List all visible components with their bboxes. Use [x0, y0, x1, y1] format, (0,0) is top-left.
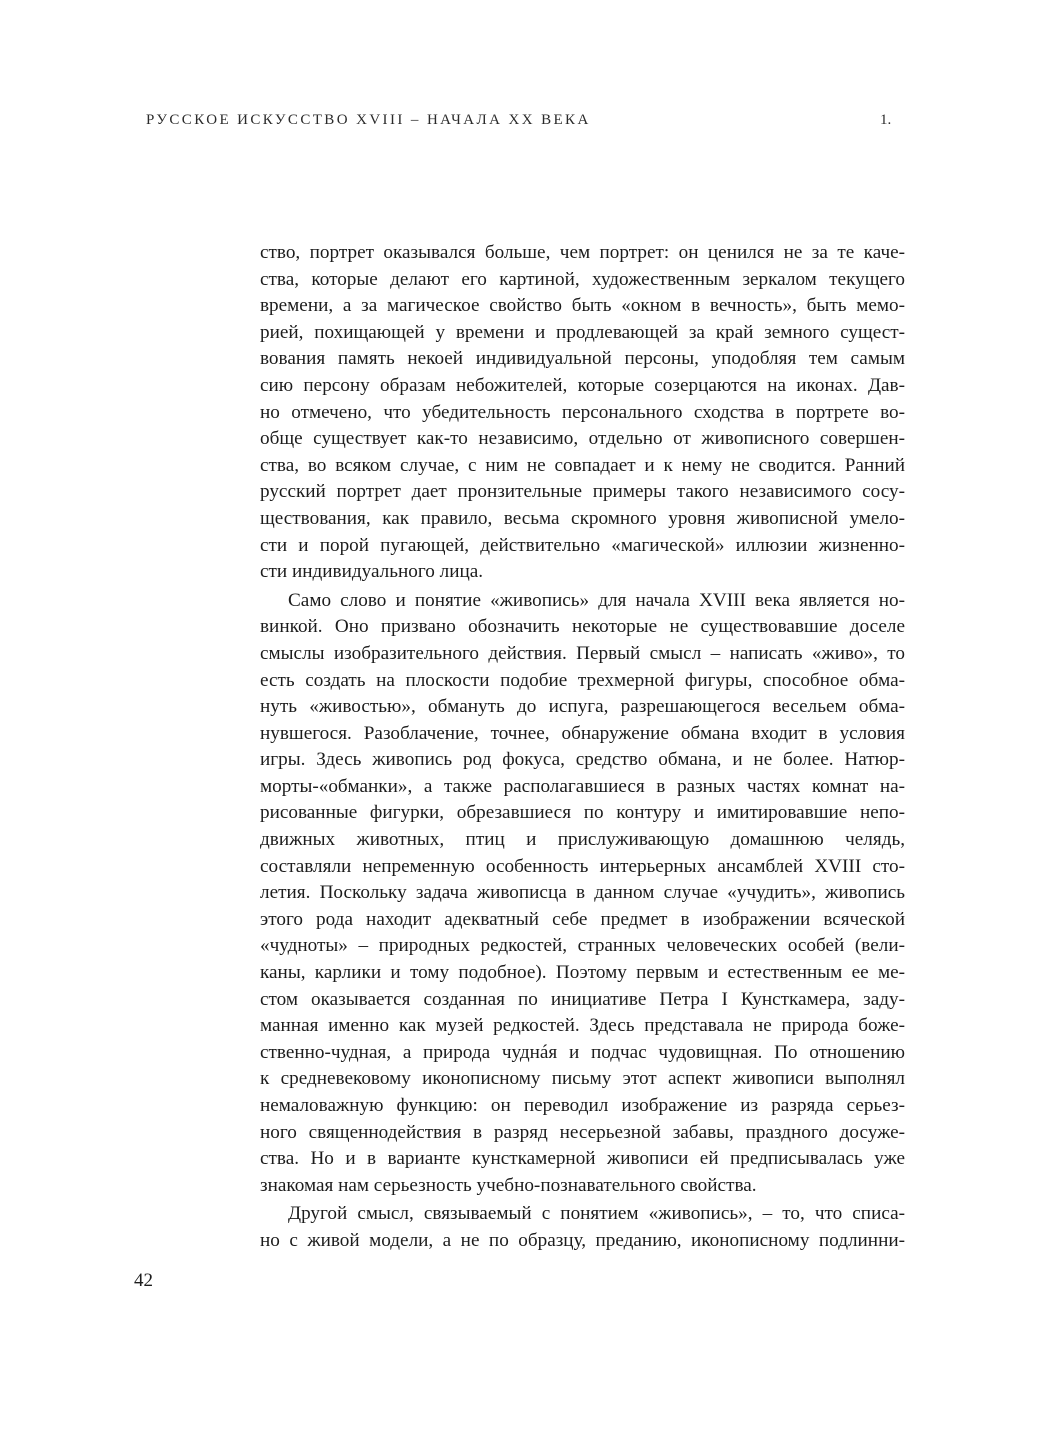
text-line: Само слово и понятие «живопись» для начала XVIII века является но-	[288, 589, 905, 611]
text-line: смыслы изобразительного действия. Первый смысл – написать «живо», то	[260, 642, 905, 664]
text-line: стом оказывается созданная по инициативе Петра I Кунсткамера, заду-	[260, 988, 905, 1010]
text-line: вования память некоей индивидуальной персоны, уподобляя тем самым	[260, 348, 905, 370]
text-line: «чудноты» – природных редкостей, странных человеческих особей (вели-	[260, 935, 905, 957]
text-line: сти и порой пугающей, действительно «магической» иллюзии жизненно-	[260, 534, 905, 556]
text-line: винкой. Оно призвано обозначить некоторые не существовавшие доселе	[260, 616, 905, 638]
text-line: сию персону образам небожителей, которые созерцаются на иконах. Дав-	[260, 374, 905, 396]
running-title: РУССКОЕ ИСКУССТВО XVIII – НАЧАЛА XX ВЕКА	[146, 112, 591, 128]
paragraph	[260, 1201, 905, 1254]
page-number: 42	[134, 1270, 153, 1291]
section-number: 1.	[880, 112, 892, 128]
text-line: Другой смысл, связываемый с понятием «живопись», – то, что списа-	[288, 1203, 905, 1225]
text-line: игры. Здесь живопись род фокуса, средство обмана, и не более. Натюр-	[260, 749, 905, 771]
text-line: ства. Но и в варианте кунсткамерной живописи ей предписывалась уже	[260, 1148, 905, 1170]
text-line: манная именно как музей редкостей. Здесь представала не природа боже-	[260, 1015, 905, 1037]
text-line: к средневековому иконописному письму этот аспект живописи выполнял	[260, 1068, 905, 1090]
text-line: рисованные фигурки, обрезавшиеся по контуру и имитировавшие непо-	[260, 802, 905, 824]
paragraph	[260, 588, 905, 1200]
text-line: ства, которые делают его картиной, художественным зеркалом текущего	[260, 268, 905, 290]
text-line: есть создать на плоскости подобие трехмерной фигуры, способное обма-	[260, 669, 905, 691]
text-line: ществования, как правило, весьма скромного уровня живописной умело-	[260, 507, 905, 529]
text-line: каны, карлики и тому подобное). Поэтому первым и естественным ее ме-	[260, 962, 905, 984]
text-line: сти индивидуального лица.	[260, 561, 484, 583]
body-text	[260, 240, 905, 1255]
text-line: движных животных, птиц и прислуживающую домашнюю челядь,	[260, 829, 905, 851]
text-line: но отмечено, что убедительность персонального сходства в портрете во-	[260, 401, 905, 423]
paragraph	[260, 240, 905, 586]
text-line: знакомая нам серьезность учебно-познавательного свойства.	[260, 1174, 757, 1196]
text-line: времени, а за магическое свойство быть «окном в вечность», быть мемо-	[260, 295, 905, 317]
text-line: ного священнодействия в разряд несерьезной забавы, праздного досуже-	[260, 1121, 905, 1143]
text-line: этого рода находит адекватный себе предмет в изображении всяческой	[260, 908, 905, 930]
text-line: ство, портрет оказывался больше, чем портрет: он ценился не за те каче-	[260, 242, 905, 263]
text-line: летия. Поскольку задача живописца в данном случае «учудить», живопись	[260, 882, 905, 904]
text-line: ственно-чудная, а природа чуднáя и подчас чудовищная. По отношению	[260, 1041, 905, 1063]
text-line: обще существует как-то независимо, отдельно от живописного совершен-	[260, 428, 905, 450]
text-line: но с живой модели, а не по образцу, преданию, иконописному подлинни-	[260, 1229, 905, 1251]
text-line: рией, похищающей у времени и продлевающей за край земного сущест-	[260, 321, 905, 343]
text-line: нувшегося. Разоблачение, точнее, обнаружение обмана входит в условия	[260, 722, 905, 744]
text-line: морты-«обманки», а также располагавшиеся в разных частях комнат на-	[260, 775, 905, 797]
text-line: составляли непременную особенность интерьерных ансамблей XVIII сто-	[260, 855, 905, 877]
text-line: нуть «живостью», обмануть до испуга, разрешающегося весельем обма-	[260, 696, 905, 718]
text-line: ства, во всяком случае, с ним не совпадает и к нему не сводится. Ранний	[260, 454, 905, 476]
text-line: немаловажную функцию: он переводил изображение из разряда серьез-	[260, 1095, 905, 1116]
text-line: русский портрет дает пронзительные примеры такого независимого сосу-	[260, 481, 905, 503]
